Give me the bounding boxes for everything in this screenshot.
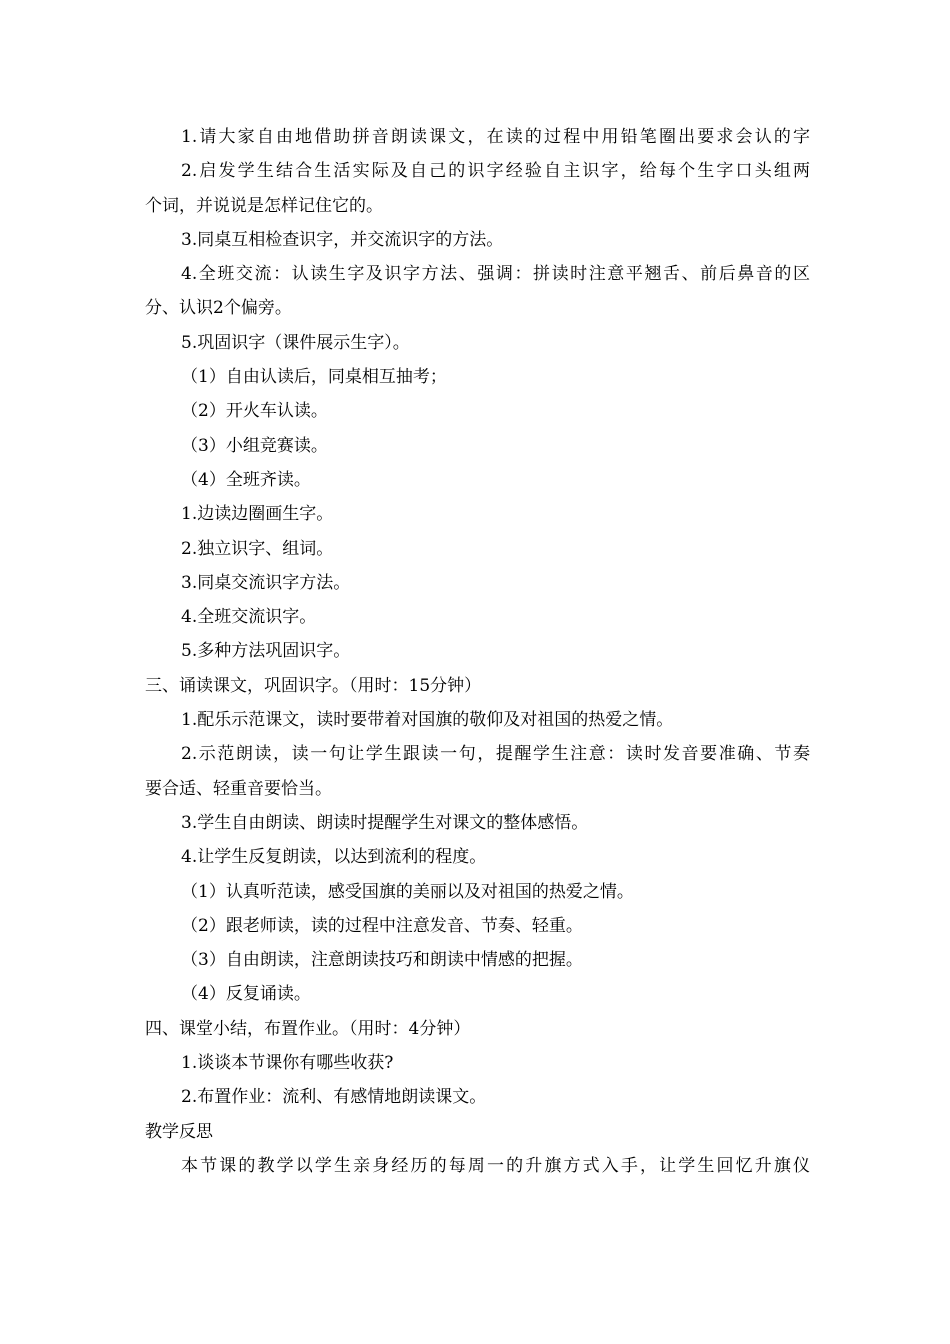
text-line: 3.学生自由朗读、朗读时提醒学生对课文的整体感悟。 xyxy=(181,812,589,833)
text-line: （3）小组竞赛读。 xyxy=(181,435,328,456)
text-line: 4.全班交流：认读生字及识字方法、强调：拼读时注意平翘舌、前后鼻音的区 xyxy=(181,264,810,285)
text-line: （2）开火车认读。 xyxy=(181,401,328,422)
text-line: 5.巩固识字（课件展示生字）。 xyxy=(181,332,410,353)
text-line: 1.配乐示范课文，读时要带着对国旗的敬仰及对祖国的热爱之情。 xyxy=(181,710,674,731)
text-line: 分、认识2个偏旁。 xyxy=(145,298,292,319)
text-line: （4）全班齐读。 xyxy=(181,469,311,490)
text-line: 3.同桌互相检查识字，并交流识字的方法。 xyxy=(181,229,504,250)
text-line: （1）认真听范读，感受国旗的美丽以及对祖国的热爱之情。 xyxy=(181,881,634,902)
text-line: 2.示范朗读，读一句让学生跟读一句，提醒学生注意：读时发音要准确、节奏 xyxy=(181,744,810,765)
text-line: 4.让学生反复朗读，以达到流利的程度。 xyxy=(181,847,487,868)
document-body xyxy=(145,120,810,1183)
text-line: 4.全班交流识字。 xyxy=(181,607,317,628)
text-line: 1.谈谈本节课你有哪些收获? xyxy=(181,1053,394,1074)
text-line: 教学反思 xyxy=(145,1121,213,1142)
text-line: （1）自由认读后，同桌相互抽考； xyxy=(181,367,447,388)
text-line: 1.请大家自由地借助拼音朗读课文，在读的过程中用铅笔圈出要求会认的字 xyxy=(181,127,810,147)
text-line: 本节课的教学以学生亲身经历的每周一的升旗方式入手，让学生回忆升旗仪 xyxy=(181,1155,810,1176)
text-line: 1.边读边圈画生字。 xyxy=(181,504,334,525)
text-line: 2.独立识字、组词。 xyxy=(181,538,334,559)
text-line: 2.启发学生结合生活实际及自己的识字经验自主识字，给每个生字口头组两 xyxy=(181,161,810,182)
text-line: （4）反复诵读。 xyxy=(181,984,311,1005)
text-line: （2）跟老师读，读的过程中注意发音、节奏、轻重。 xyxy=(181,915,583,936)
text-line: 三、诵读课文，巩固识字。（用时：15分钟） xyxy=(145,675,482,696)
text-line: 要合适、轻重音要恰当。 xyxy=(145,778,332,799)
text-line: 四、课堂小结，布置作业。（用时：4分钟） xyxy=(145,1018,471,1039)
text-line: 2.布置作业：流利、有感情地朗读课文。 xyxy=(181,1087,487,1108)
text-line: （3）自由朗读，注意朗读技巧和朗读中情感的把握。 xyxy=(181,950,583,971)
text-line: 个词，并说说是怎样记住它的。 xyxy=(145,195,383,216)
text-line: 3.同桌交流识字方法。 xyxy=(181,572,351,593)
text-line: 5.多种方法巩固识字。 xyxy=(181,641,351,662)
